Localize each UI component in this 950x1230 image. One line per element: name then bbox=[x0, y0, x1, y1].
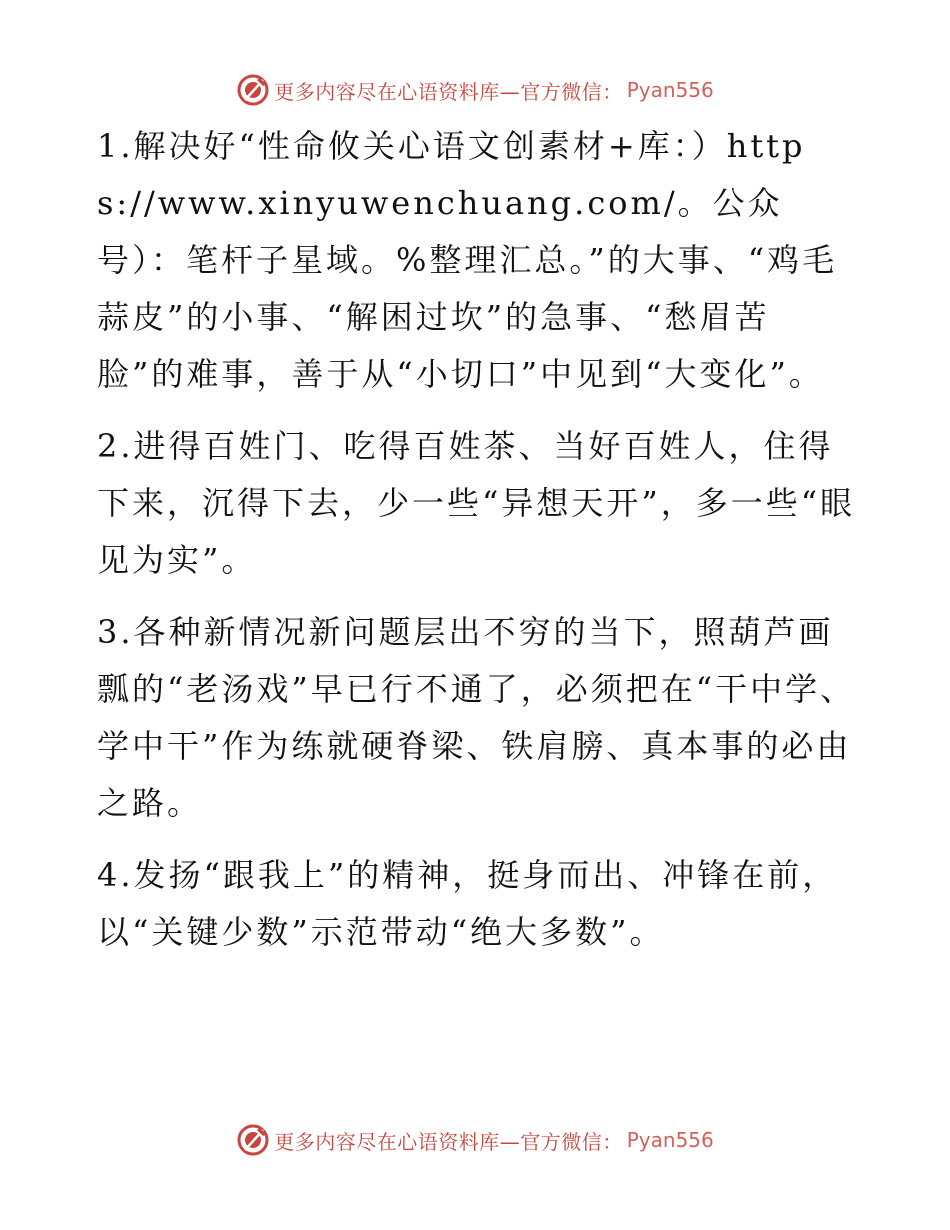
paragraph-2 bbox=[97, 418, 857, 589]
paragraph-1 bbox=[97, 118, 857, 403]
paragraph-number: 3. bbox=[97, 613, 134, 651]
banner-wechat-id: Pyan556 bbox=[626, 78, 714, 102]
paragraph-number: 1. bbox=[97, 127, 134, 165]
banner-text: 更多内容尽在心语资料库—官方微信： bbox=[274, 79, 623, 104]
paragraph-text: 发扬“跟我上”的精神，挺身而出、冲锋在前，以“关键少数”示范带动“绝大多数”。 bbox=[97, 856, 838, 951]
banner-text: 更多内容尽在心语资料库—官方微信： bbox=[274, 1129, 623, 1154]
paragraph-text: 各种新情况新问题层出不穷的当下，照葫芦画瓢的“老汤戏”早已行不通了，必须把在“干中学、学中干”作为练就硬脊梁、铁肩膀、真本事的必由之路。 bbox=[97, 613, 856, 822]
seal-pen-logo-icon bbox=[236, 73, 270, 107]
document-body bbox=[97, 118, 857, 976]
paragraph-number: 4. bbox=[97, 856, 134, 894]
seal-pen-logo-icon bbox=[236, 1123, 270, 1157]
paragraph-number: 2. bbox=[97, 427, 134, 465]
banner-wechat-id: Pyan556 bbox=[626, 1128, 714, 1152]
header-banner bbox=[0, 70, 950, 110]
paragraph-4 bbox=[97, 847, 857, 961]
paragraph-text: 进得百姓门、吃得百姓茶、当好百姓人，住得下来，沉得下去，少一些“异想天开”，多一些“眼见为实”。 bbox=[97, 427, 856, 579]
footer-banner bbox=[0, 1120, 950, 1160]
paragraph-3 bbox=[97, 604, 857, 832]
paragraph-text: 解决好“性命攸关心语文创素材+库：）https://www.xinyuwenchuang.com/。公众号）：笔杆子星域。%整理汇总。”的大事、“鸡毛蒜皮”的小事、“解困过坎”的急事、“愁眉苦脸”的难事，善于从“小切口”中见到“大变化”。 bbox=[97, 127, 838, 393]
